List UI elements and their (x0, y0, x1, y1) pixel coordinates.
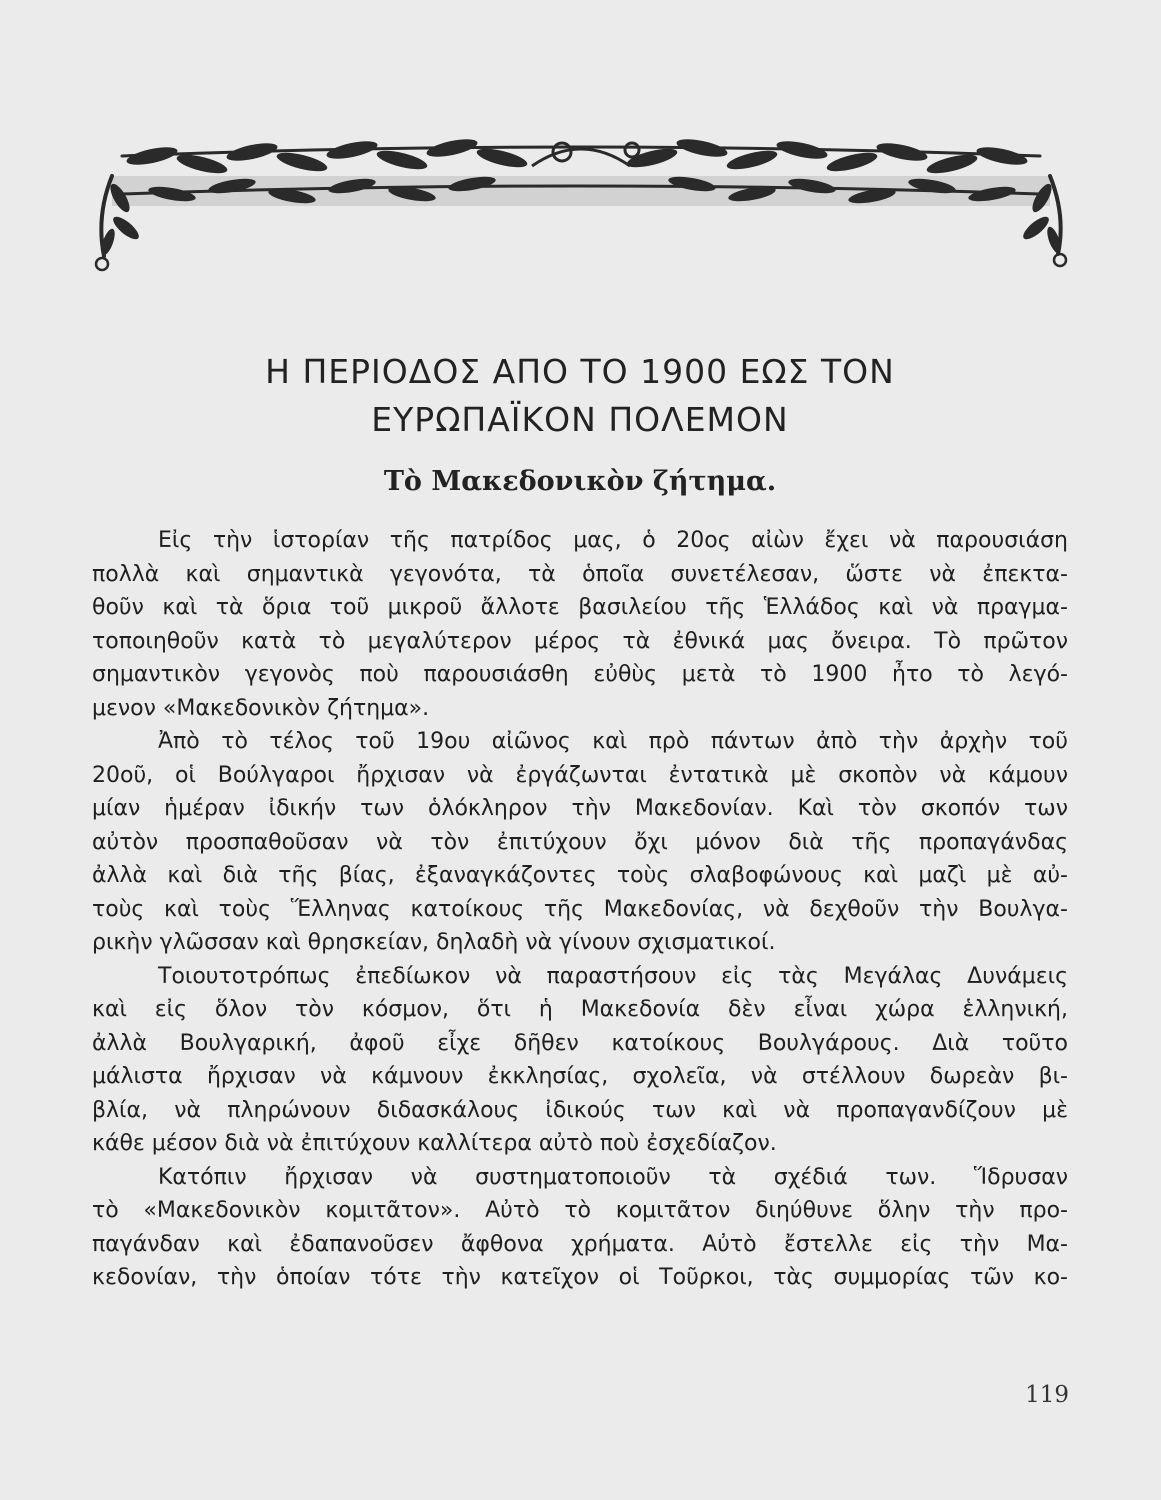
text-line: Κατόπιν ἤρχισαν νὰ συστηματοποιοῦν τὰ σχέδιά των. Ἵδρυσαν (158, 1164, 1068, 1190)
text-line: ρικὴν γλῶσσαν καὶ θρησκείαν, δηλαδὴ νὰ γίνουν σχισματικοί. (92, 930, 776, 955)
text-line: κάθε μέσον διὰ νὰ ἐπιτύχουν καλλίτερα αὐτὸ ποὺ ἐσχεδίαζον. (92, 1131, 777, 1156)
text-line: 20οῦ, οἱ Βούλγαροι ἤρχισαν νὰ ἐργάζωνται ἐντατικὰ μὲ σκοπὸν νὰ κάμουν (92, 762, 1068, 788)
section-subtitle: Τὸ Μακεδονικὸν ζήτημα. (383, 466, 777, 497)
text-line: μενον «Μακεδονικὸν ζήτημα». (92, 695, 430, 721)
text-line: Ἀπὸ τὸ τέλος τοῦ 19ου αἰῶνος καὶ πρὸ πάντων ἀπὸ τὴν ἀρχὴν τοῦ (158, 729, 1068, 754)
text-line: σημαντικὸν γεγονὸς ποὺ παρουσιάσθη εὐθὺς μετὰ τὸ 1900 ἦτο τὸ λεγό- (92, 662, 1068, 687)
text-line: ἀλλὰ καὶ διὰ τῆς βίας, ἐξαναγκάζοντες τοὺς σλαβοφώνους καὶ μαζὶ μὲ αὐ- (92, 863, 1068, 888)
text-line: τοποιηθοῦν κατὰ τὸ μεγαλύτερον μέρος τὰ ἐθνικά μας ὄνειρα. Τὸ πρῶτον (92, 628, 1068, 654)
text-line: βλία, νὰ πληρώνουν διδασκάλους ἰδικούς των καὶ νὰ προπαγανδίζουν μὲ (92, 1097, 1068, 1123)
text-line: αὐτὸν προσπαθοῦσαν νὰ τὸν ἐπιτύχουν ὄχι μόνον διὰ τῆς προπαγάνδας (92, 829, 1068, 855)
text-line: ἀλλὰ Βουλγαρική, ἀφοῦ εἶχε δῆθεν κατοίκους Βουλγάρους. Διὰ τοῦτο (92, 1030, 1068, 1056)
text-line: θοῦν καὶ τὰ ὅρια τοῦ μικροῦ ἄλλοτε βασιλείου τῆς Ἑλλάδος καὶ νὰ πραγμα- (92, 595, 1068, 620)
text-line: Εἰς τὴν ἱστορίαν τῆς πατρίδος μας, ὁ 20ος αἰὼν ἔχει νὰ παρουσιάση (158, 528, 1068, 553)
laurel-ornament-header (92, 136, 1070, 276)
text-line: Τοιουτοτρόπως ἐπεδίωκον νὰ παραστήσουν εἰς τὰς Μεγάλας Δυνάμεις (158, 963, 1068, 989)
text-line: μίαν ἡμέραν ἰδικήν των ὁλόκληρον τὴν Μακεδονίαν. Καὶ τὸν σκοπόν των (92, 796, 1068, 821)
chapter-title-line-1: Η ΠΕΡΙΟΔΟΣ ΑΠΟ ΤΟ 1900 ΕΩΣ ΤΟΝ (265, 352, 895, 391)
chapter-title-line-2: ΕΥΡΩΠΑΪΚΟΝ ΠΟΛΕΜΟΝ (371, 400, 789, 439)
text-line: καὶ εἰς ὅλον τὸν κόσμον, ὅτι ἡ Μακεδονία δὲν εἶναι χώρα ἑλληνική, (92, 997, 1068, 1022)
text-line: μάλιστα ἤρχισαν νὰ κάμνουν ἐκκλησίας, σχολεῖα, νὰ στέλλουν δωρεὰν βι- (92, 1064, 1068, 1089)
text-line: κεδονίαν, τὴν ὁποίαν τότε τὴν κατεῖχον οἱ Τοῦρκοι, τὰς συμμορίας τῶν κο- (92, 1265, 1068, 1290)
page-number: 119 (1025, 1382, 1069, 1408)
text-line: παγάνδαν καὶ ἐδαπανοῦσεν ἄφθονα χρήματα. Αὐτὸ ἔστελλε εἰς τὴν Μα- (92, 1231, 1068, 1257)
text-line: τὸ «Μακεδονικὸν κομιτᾶτον». Αὐτὸ τὸ κομιτᾶτον διηύθυνε ὅλην τὴν προ- (92, 1198, 1068, 1223)
text-line: τοὺς καὶ τοὺς Ἕλληνας κατοίκους τῆς Μακεδονίας, νὰ δεχθοῦν τὴν Βουλγα- (92, 896, 1068, 922)
text-line: πολλὰ καὶ σημαντικὰ γεγονότα, τὰ ὁποῖα συνετέλεσαν, ὥστε νὰ ἐπεκτα- (92, 561, 1068, 587)
body-text (92, 524, 1068, 1295)
